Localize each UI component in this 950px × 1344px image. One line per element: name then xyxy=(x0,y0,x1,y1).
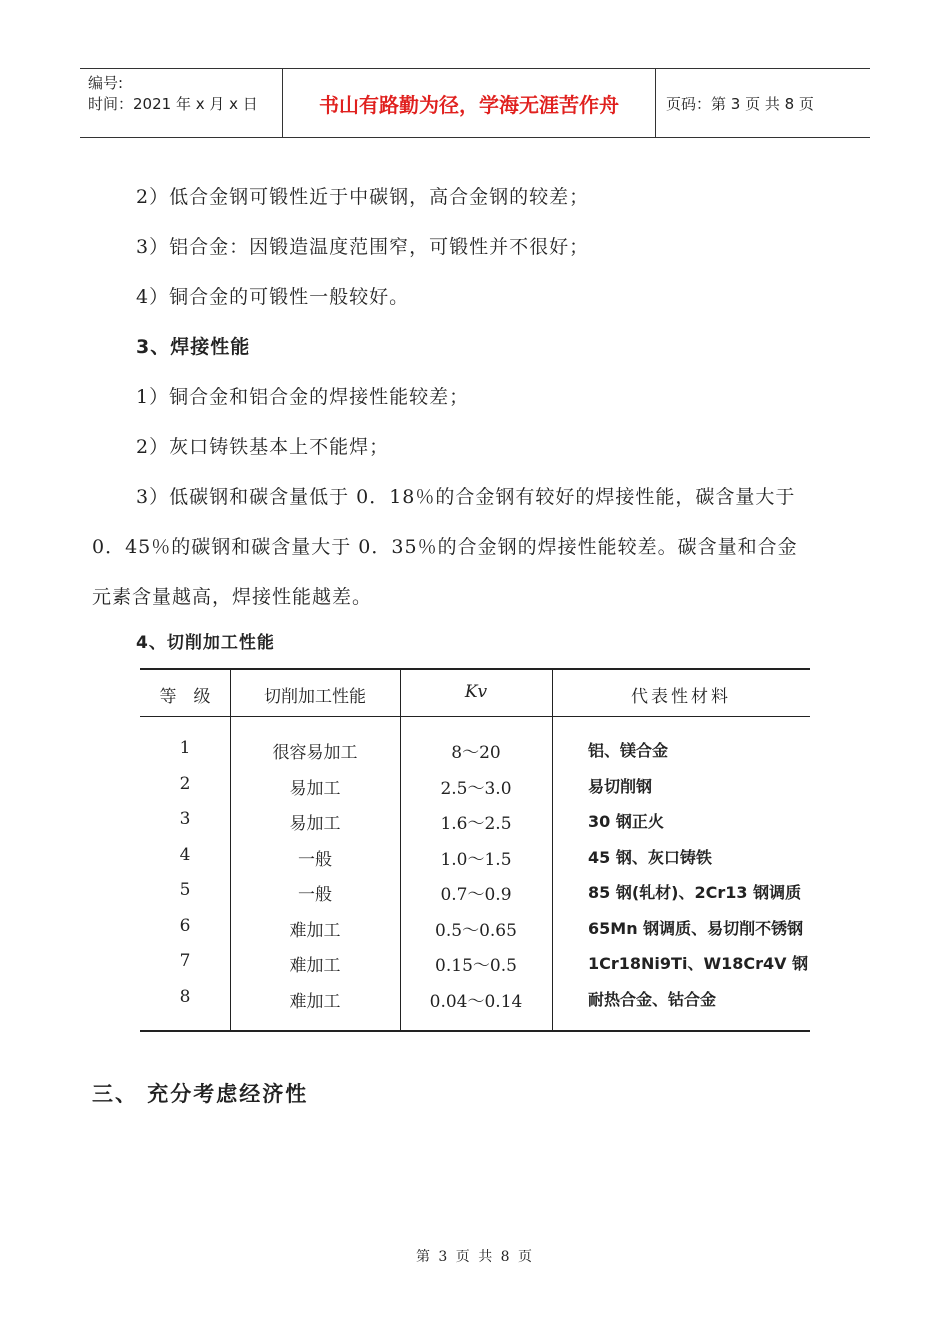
table-cell-kv: 0.04～0.14 xyxy=(429,991,523,1012)
table-cell-mat: 1Cr18Ni9Ti、W18Cr4V 钢 xyxy=(588,954,809,973)
col-header-kv: Kv xyxy=(464,682,488,702)
header-motto: 书山有路勤为径，学海无涯苦作舟 xyxy=(282,69,656,137)
col-header-grade: 等 级 xyxy=(159,687,211,707)
table-cell-mat: 65Mn 钢调质、易切削不锈钢 xyxy=(588,918,804,938)
header-time: 时间：2021 年 x 月 x 日 xyxy=(88,95,258,113)
table-cell-kv: 1.6～2.5 xyxy=(440,814,512,834)
table-cell-mat: 30 钢正火 xyxy=(588,812,664,831)
paragraph-forge-3: 3）铝合金：因锻造温度范围窄，可锻性并不很好； xyxy=(136,236,590,258)
table-cell-kv: 0.15～0.5 xyxy=(435,956,517,976)
table-cell-perf: 一般 xyxy=(298,849,332,870)
heading-welding: 3、焊接性能 xyxy=(136,336,251,358)
header-number: 编号: xyxy=(88,74,124,92)
table-cell-mat: 85 钢(轧材)、2Cr13 钢调质 xyxy=(588,883,802,902)
table-cell-perf: 很容易加工 xyxy=(272,743,358,763)
paragraph-weld-3c: 元素含量越高，焊接性能越差。 xyxy=(92,586,373,608)
table-divider xyxy=(552,670,553,1030)
paragraph-weld-3a: 3）低碳钢和碳含量低于 0．18％的合金钢有较好的焊接性能，碳含量大于 xyxy=(136,486,796,508)
table-cell-perf: 易加工 xyxy=(289,814,341,834)
paragraph-weld-2: 2）灰口铸铁基本上不能焊； xyxy=(136,436,390,458)
table-header-rule xyxy=(140,716,810,717)
header-meta xyxy=(80,69,282,137)
table-cell-grade: 6 xyxy=(179,915,191,936)
table-cell-kv: 8～20 xyxy=(451,743,501,763)
table-cell-grade: 7 xyxy=(179,951,191,971)
table-cell-grade: 1 xyxy=(179,738,191,758)
table-cell-grade: 5 xyxy=(179,880,191,900)
table-cell-kv: 0.7～0.9 xyxy=(440,885,512,905)
table-cell-perf: 难加工 xyxy=(289,920,341,941)
table-cell-grade: 4 xyxy=(179,844,191,865)
table-cell-grade: 8 xyxy=(179,986,191,1007)
page-header xyxy=(80,68,870,138)
table-cell-grade: 3 xyxy=(179,809,191,829)
table-cell-kv: 2.5～3.0 xyxy=(440,778,512,799)
table-cell-mat: 45 钢、灰口铸铁 xyxy=(588,847,712,867)
table-cell-mat: 耐热合金、钴合金 xyxy=(588,989,717,1009)
table-cell-mat: 易切削钢 xyxy=(588,776,653,796)
table-cell-grade: 2 xyxy=(179,773,191,794)
col-header-performance: 切削加工性能 xyxy=(264,687,366,707)
table-cell-perf: 易加工 xyxy=(289,778,341,799)
table-cell-perf: 一般 xyxy=(298,885,332,905)
page-footer: 第 3 页 共 8 页 xyxy=(415,1249,535,1265)
table-cell-perf: 难加工 xyxy=(289,956,341,976)
paragraph-forge-4: 4）铜合金的可锻性一般较好。 xyxy=(136,286,410,308)
table-cell-kv: 1.0～1.5 xyxy=(440,849,512,870)
machinability-table xyxy=(140,668,810,1032)
table-cell-mat: 铝、镁合金 xyxy=(588,741,669,760)
section-heading-economy: 三、 充分考虑经济性 xyxy=(92,1082,309,1106)
paragraph-weld-3b: 0．45％的碳钢和碳含量大于 0．35％的合金钢的焊接性能较差。碳含量和合金 xyxy=(92,536,798,558)
paragraph-forge-2: 2）低合金钢可锻性近于中碳钢，高合金钢的较差； xyxy=(136,186,590,208)
header-page-info: 页码：第 3 页 共 8 页 xyxy=(666,94,814,113)
col-header-material: 代表性材料 xyxy=(631,687,731,707)
paragraph-weld-1: 1）铜合金和铝合金的焊接性能较差； xyxy=(136,386,470,408)
table-cell-perf: 难加工 xyxy=(289,991,341,1012)
table-cell-kv: 0.5～0.65 xyxy=(435,920,517,941)
table-title: 4、切削加工性能 xyxy=(136,633,275,653)
